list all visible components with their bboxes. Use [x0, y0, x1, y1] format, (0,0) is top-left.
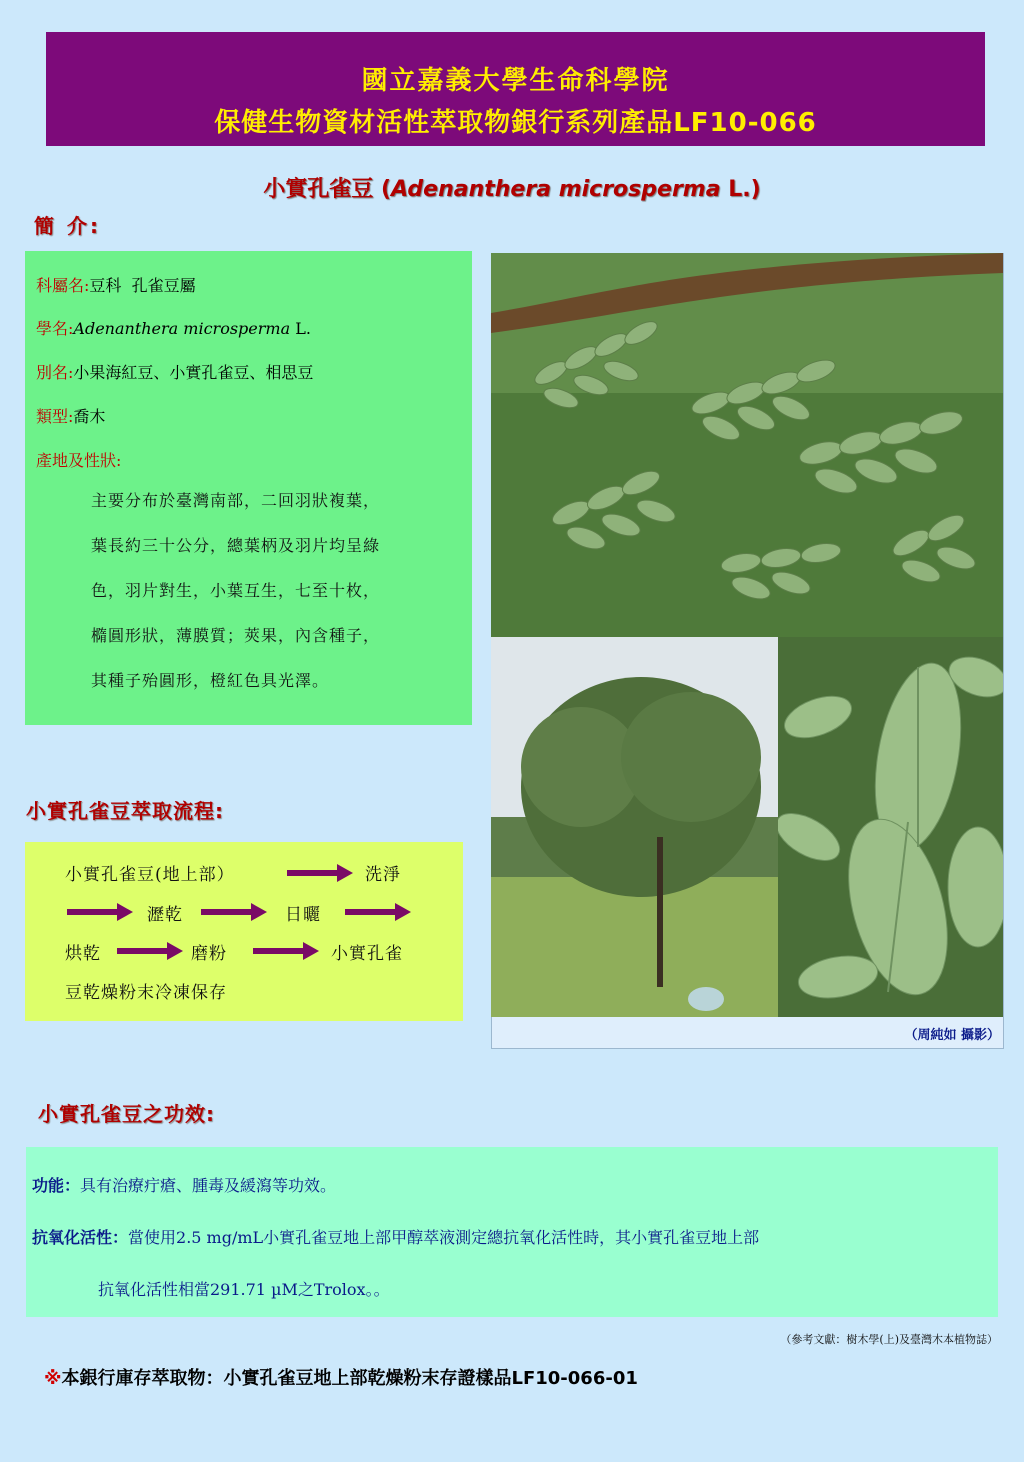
description: [91, 478, 467, 703]
effects-heading: 小實孔雀豆之功效:: [38, 1102, 215, 1126]
sci-name-row: [36, 316, 311, 339]
leaf-closeup-image: [778, 637, 1003, 1017]
photo-credit: （周純如 攝影）: [904, 1028, 1000, 1043]
process-step-1: 小實孔雀豆(地上部）: [65, 865, 235, 885]
arrow-right-icon: [345, 903, 411, 921]
alias-row: [36, 360, 313, 383]
intro-heading: 簡 介:: [34, 214, 101, 238]
description-line: 葉長約三十公分，總葉柄及羽片均呈綠: [91, 536, 381, 555]
alias-value: 小果海紅豆、小實孔雀豆、相思豆: [73, 363, 314, 382]
function-label: 功能：: [32, 1176, 81, 1195]
family-row: [36, 273, 196, 296]
process-step-3: 瀝乾: [147, 905, 183, 925]
family-value: 豆科 孔雀豆屬: [89, 276, 196, 295]
leaves-branch-image: [491, 253, 1003, 637]
origin-row: [36, 448, 121, 471]
process-box: [25, 842, 463, 1021]
process-step-4: 日曬: [285, 905, 321, 925]
reference-mark-icon: ※: [44, 1368, 62, 1389]
process-heading: 小實孔雀豆萃取流程:: [26, 799, 224, 823]
antioxidant-row: [32, 1225, 759, 1248]
photo-leaf-closeup: [778, 637, 1003, 1017]
reference-note: （參考文獻：樹木學(上)及臺灣木本植物誌）: [780, 1333, 998, 1346]
header-banner: [46, 32, 985, 146]
sci-label: 學名:: [36, 319, 74, 338]
antioxidant-label: 抗氧化活性：: [32, 1228, 129, 1247]
arrow-right-icon: [201, 903, 267, 921]
antioxidant-line-2: 抗氧化活性相當291.71 µM之Trolox。。: [98, 1280, 390, 1299]
type-label: 類型:: [36, 407, 74, 426]
function-row: [32, 1173, 336, 1196]
arrow-right-icon: [253, 942, 319, 960]
description-line: 主要分布於臺灣南部，二回羽狀複葉，: [91, 491, 381, 510]
arrow-right-icon: [287, 864, 353, 882]
header-line-2: 保健生物資材活性萃取物銀行系列產品LF10-066: [214, 108, 817, 138]
type-row: [36, 404, 105, 427]
sci-value: Adenanthera microsperma: [73, 319, 291, 338]
title-chinese: 小實孔雀豆 (: [263, 177, 392, 202]
description-line: 橢圓形狀，薄膜質；莢果，內含種子，: [91, 626, 381, 645]
title-suffix: L.): [720, 177, 761, 202]
effects-box: [26, 1147, 998, 1317]
family-label: 科屬名:: [36, 276, 90, 295]
arrow-right-icon: [117, 942, 183, 960]
page-title: [0, 172, 1024, 203]
process-step-5: 烘乾: [65, 944, 101, 964]
intro-box: [25, 251, 472, 725]
antioxidant-line-1: 當使用2.5 mg/mL小實孔雀豆地上部甲醇萃液測定總抗氧化活性時，其小實孔雀豆地上部: [128, 1228, 760, 1247]
arrow-right-icon: [67, 903, 133, 921]
function-value: 具有治療疔瘡、腫毒及緩瀉等功效。: [80, 1176, 337, 1195]
header-line-1: 國立嘉義大學生命科學院: [361, 66, 670, 96]
description-line: 其種子殆圓形，橙紅色具光澤。: [91, 671, 330, 690]
process-step-7: 小實孔雀: [331, 944, 403, 964]
photo-leaves-branch: [491, 253, 1003, 637]
alias-label: 別名:: [36, 363, 74, 382]
tree-image: [491, 637, 778, 1017]
process-step-2: 洗淨: [365, 865, 401, 885]
process-step-8: 豆乾燥粉末冷凍保存: [65, 983, 227, 1003]
storage-text: 本銀行庫存萃取物：小實孔雀豆地上部乾燥粉末存證樣品LF10-066-01: [61, 1368, 638, 1389]
description-line: 色，羽片對生，小葉互生，七至十枚，: [91, 581, 381, 600]
photo-tree: [491, 637, 778, 1017]
origin-label: 產地及性狀:: [36, 451, 122, 470]
type-value: 喬木: [73, 407, 106, 426]
sci-suffix: L.: [290, 319, 311, 338]
process-step-6: 磨粉: [191, 944, 227, 964]
title-latin: Adenanthera microsperma: [391, 177, 721, 202]
storage-note: [44, 1364, 638, 1390]
